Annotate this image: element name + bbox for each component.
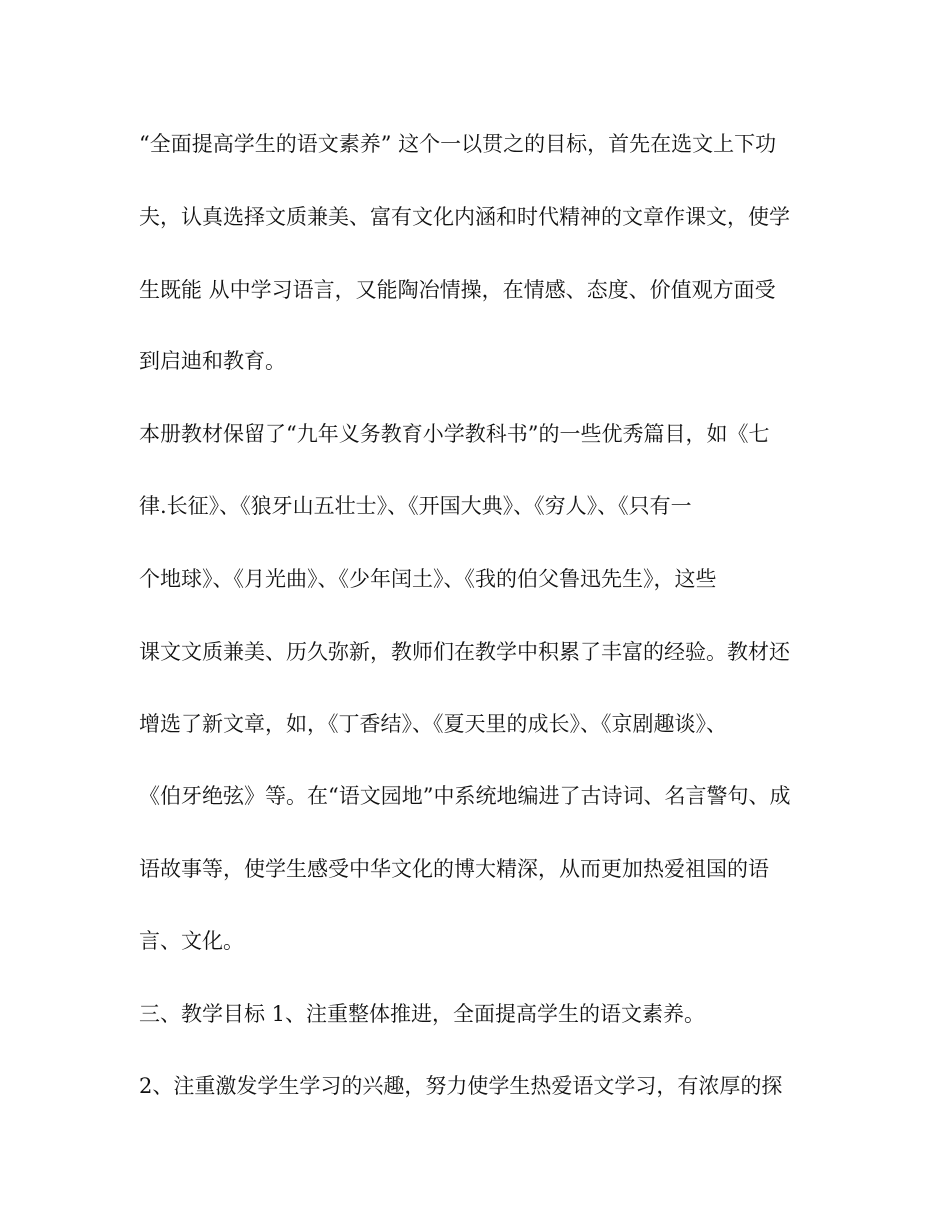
body-text-line: 夫，认真选择文质兼美、富有文化内涵和时代精神的文章作课文，使学 — [139, 205, 790, 229]
body-text-line: 生既能 从中学习语言，又能陶冶情操，在情感、态度、价值观方面受 — [139, 278, 776, 302]
body-text-line: 《伯牙绝弦》等。在“语文园地”中系统地编进了古诗词、名言警句、成 — [139, 784, 791, 808]
body-text-line: 语故事等，使学生感受中华文化的博大精深，从而更加热爱祖国的语 — [139, 857, 769, 881]
body-text-line: “全面提高学生的语文素养” 这个一以贯之的目标，首先在选文上下功 — [139, 132, 777, 156]
body-text-line: 课文文质兼美、历久弥新，教师们在教学中积累了丰富的经验。教材还 — [139, 640, 790, 664]
body-text-line: 增选了新文章，如，《丁香结》、《夏天里的成长》、《京剧趣谈》、 — [139, 712, 727, 736]
body-text-line: 个地球》、《月光曲》、《少年闰土》、《我的伯父鲁迅先生》，这些 — [139, 567, 717, 591]
body-text-line: 律.长征》、《狼牙山五壮士》、《开国大典》、《穷人》、《只有一 — [139, 494, 692, 518]
body-text-line: 本册教材保留了“九年义务教育小学教科书”的一些优秀篇目，如《七 — [139, 422, 770, 446]
body-text-line: 言、文化。 — [139, 929, 244, 953]
body-text-line: 2、注重激发学生学习的兴趣，努力使学生热爱语文学习，有浓厚的探 — [139, 1074, 783, 1098]
body-text-line: 到启迪和教育。 — [139, 349, 286, 373]
section-heading-line: 三、教学目标 1、注重整体推进，全面提高学生的语文素养。 — [139, 1002, 706, 1026]
